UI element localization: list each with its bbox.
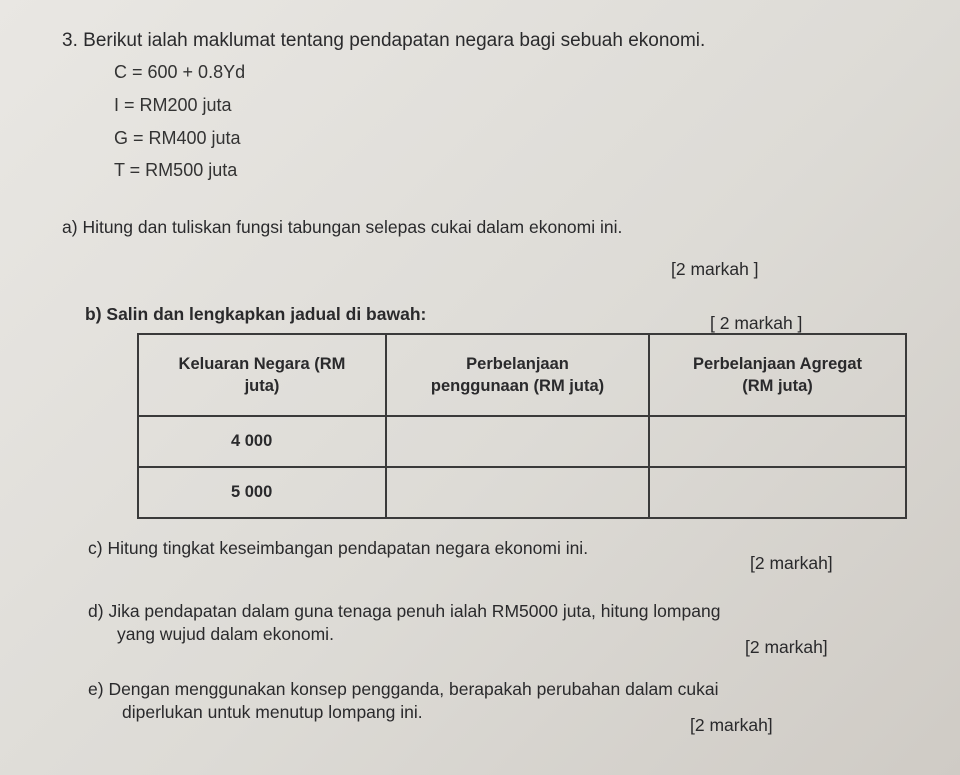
part-c-text: Hitung tingkat keseimbangan pendapatan negara ekonomi ini. <box>107 538 589 558</box>
part-a-marks: [2 markah ] <box>671 259 759 279</box>
part-a-text: Hitung dan tuliskan fungsi tabungan selepas cukai dalam ekonomi ini. <box>82 217 623 237</box>
header-aggregate-expenditure: Perbelanjaan Agregat (RM juta) <box>649 334 906 416</box>
table-row <box>138 416 906 467</box>
part-d <box>88 601 720 622</box>
part-e-line2: diperlukan untuk menutup lompang ini. <box>122 702 423 722</box>
question-intro: Berikut ialah maklumat tentang pendapatan negara bagi sebuah ekonomi. <box>83 30 706 51</box>
completion-table <box>137 333 907 519</box>
part-d-label: d) <box>88 601 104 621</box>
table-cell-consumption <box>386 416 649 467</box>
header-national-output: Keluaran Negara (RM juta) <box>138 334 386 416</box>
table-row <box>138 467 906 518</box>
part-e-line1: Dengan menggunakan konsep pengganda, berapakah perubahan dalam cukai <box>108 679 719 699</box>
investment-equation: I = RM200 juta <box>114 95 232 115</box>
part-a-label: a) <box>62 217 78 237</box>
part-d-marks: [2 markah] <box>745 637 828 657</box>
part-a <box>62 217 622 238</box>
consumption-equation: C = 600 + 0.8Yd <box>114 62 246 82</box>
part-c-marks: [2 markah] <box>750 553 833 573</box>
part-d-line1: Jika pendapatan dalam guna tenaga penuh ialah RM5000 juta, hitung lompang <box>108 601 721 621</box>
part-c <box>88 538 588 559</box>
table-header-row <box>138 334 906 416</box>
part-d-line2: yang wujud dalam ekonomi. <box>117 624 334 644</box>
table-cell-aggregate <box>649 416 906 467</box>
table-cell-consumption <box>386 467 649 518</box>
part-c-label: c) <box>88 538 103 558</box>
part-b-label: b) <box>85 304 102 324</box>
table-cell-aggregate <box>649 467 906 518</box>
table-cell-output: 5 000 <box>138 467 386 518</box>
part-b <box>85 304 426 325</box>
header-consumption: Perbelanjaan penggunaan (RM juta) <box>386 334 649 416</box>
part-b-text: Salin dan lengkapkan jadual di bawah: <box>106 304 427 324</box>
tax-equation: T = RM500 juta <box>114 160 238 180</box>
part-e-label: e) <box>88 679 104 699</box>
table-cell-output: 4 000 <box>138 416 386 467</box>
part-e <box>88 679 719 700</box>
government-equation: G = RM400 juta <box>114 128 241 148</box>
part-b-marks: [ 2 markah ] <box>710 313 803 333</box>
part-e-marks: [2 markah] <box>690 715 773 735</box>
question-title: 3. Berikut ialah maklumat tentang pendapatan negara bagi sebuah ekonomi. <box>62 30 706 51</box>
question-number: 3 <box>62 30 73 51</box>
